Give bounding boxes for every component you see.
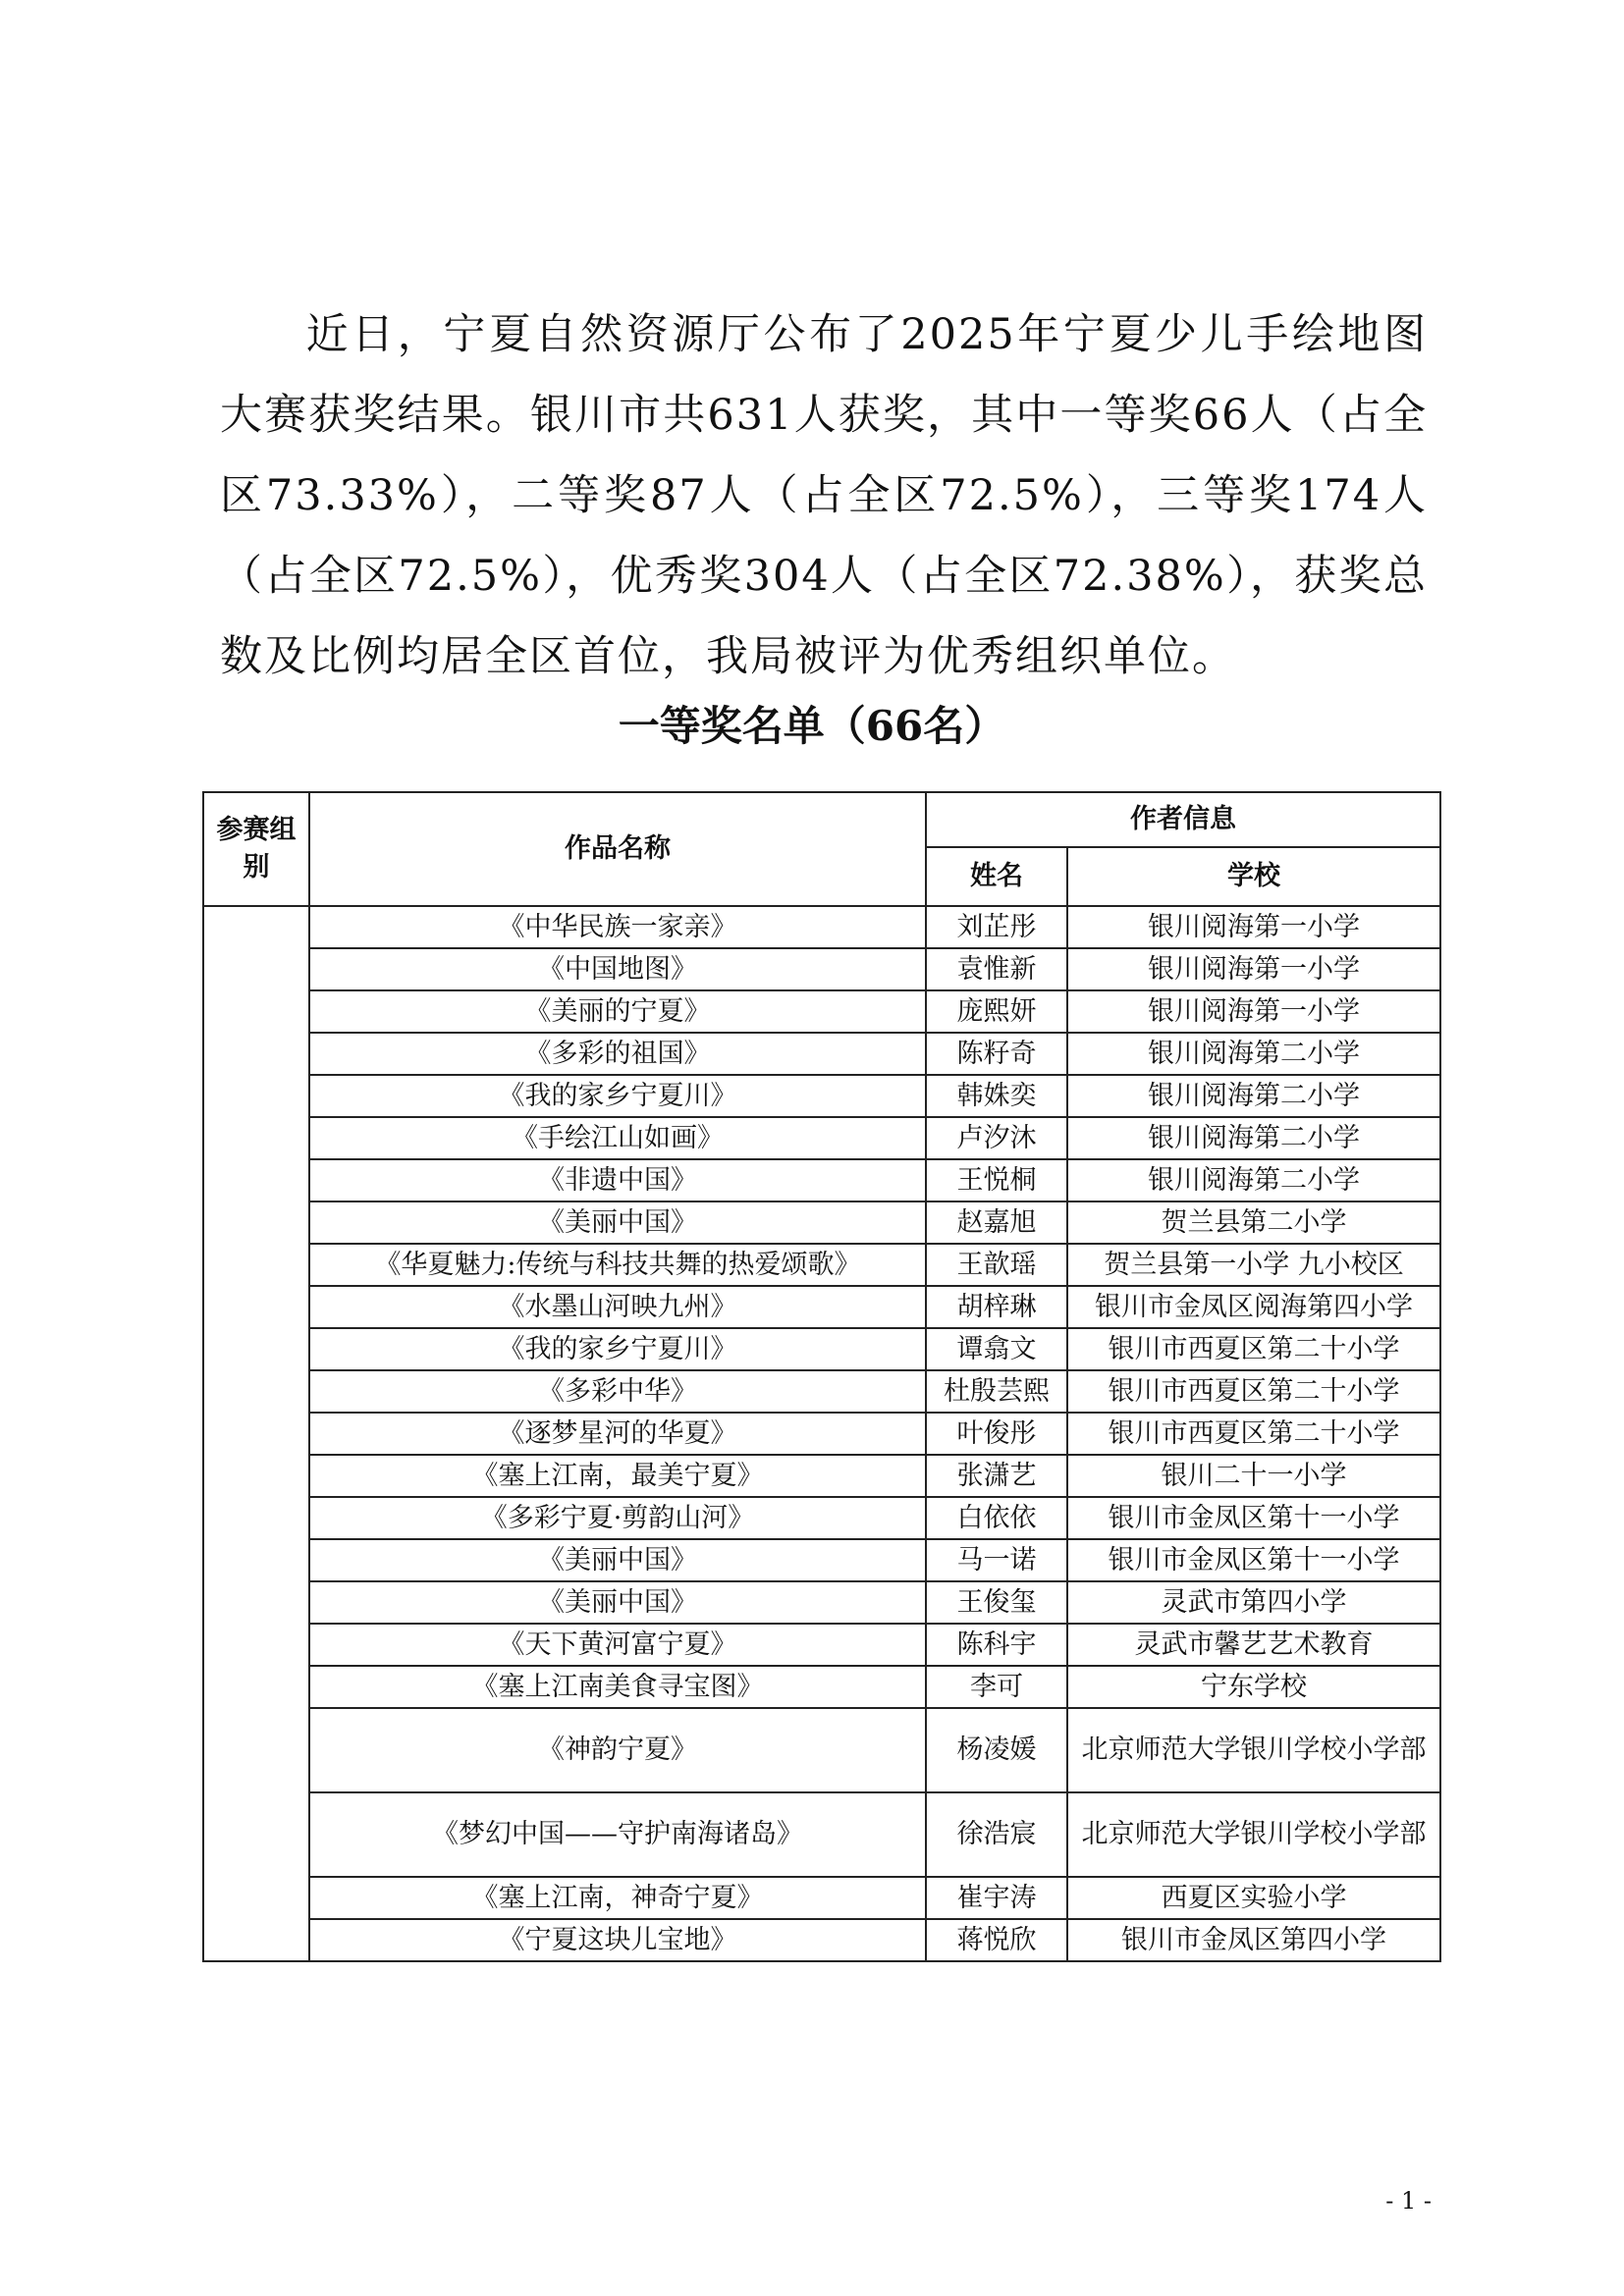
intro-text: 近日，宁夏自然资源厅公布了2025年宁夏少儿手绘地图大赛获奖结果。银川市共631人获奖，其中一等奖66人（占全区73.33%），二等奖87人（占全区72.5%），三等奖174人（占全区72.5%），优秀奖304人（占全区72.38%），获奖总数及比例均居全区首位，我局被评为优秀组织单位。 — [220, 310, 1428, 681]
school-cell: 银川阅海第二小学 — [1067, 1159, 1440, 1201]
name-cell: 王歆瑶 — [926, 1244, 1067, 1286]
work-cell: 《塞上江南美食寻宝图》 — [309, 1666, 926, 1708]
school-cell: 贺兰县第二小学 — [1067, 1201, 1440, 1244]
table-row — [203, 906, 1440, 948]
name-cell: 叶俊彤 — [926, 1413, 1067, 1455]
name-cell: 庞熙妍 — [926, 990, 1067, 1033]
table-row — [203, 1792, 1440, 1877]
school-cell: 银川阅海第二小学 — [1067, 1117, 1440, 1159]
work-cell: 《中国地图》 — [309, 948, 926, 990]
page-number: - 1 - — [1385, 2187, 1432, 2215]
work-cell: 《美丽中国》 — [309, 1201, 926, 1244]
table-row — [203, 1497, 1440, 1539]
school-cell: 银川市金凤区第十一小学 — [1067, 1539, 1440, 1581]
work-cell: 《华夏魅力:传统与科技共舞的热爱颂歌》 — [309, 1244, 926, 1286]
table-row — [203, 1328, 1440, 1370]
name-cell: 白依依 — [926, 1497, 1067, 1539]
name-cell: 杜殷芸熙 — [926, 1370, 1067, 1413]
work-cell: 《美丽中国》 — [309, 1539, 926, 1581]
header-school: 学校 — [1067, 847, 1440, 906]
header-author-info: 作者信息 — [926, 792, 1440, 847]
school-cell: 银川阅海第一小学 — [1067, 990, 1440, 1033]
work-cell: 《多彩宁夏·剪韵山河》 — [309, 1497, 926, 1539]
group-cell — [203, 906, 309, 1961]
school-cell: 银川市金凤区第四小学 — [1067, 1919, 1440, 1961]
school-cell: 灵武市馨艺艺术教育 — [1067, 1624, 1440, 1666]
school-cell: 银川市西夏区第二十小学 — [1067, 1328, 1440, 1370]
work-cell: 《天下黄河富宁夏》 — [309, 1624, 926, 1666]
header-work: 作品名称 — [309, 792, 926, 906]
work-cell: 《神韵宁夏》 — [309, 1708, 926, 1792]
school-cell: 灵武市第四小学 — [1067, 1581, 1440, 1624]
name-cell: 蒋悦欣 — [926, 1919, 1067, 1961]
table-row — [203, 1159, 1440, 1201]
name-cell: 王悦桐 — [926, 1159, 1067, 1201]
table-row — [203, 1244, 1440, 1286]
work-cell: 《美丽的宁夏》 — [309, 990, 926, 1033]
name-cell: 刘芷彤 — [926, 906, 1067, 948]
name-cell: 杨凌媛 — [926, 1708, 1067, 1792]
name-cell: 胡梓琳 — [926, 1286, 1067, 1328]
work-cell: 《中华民族一家亲》 — [309, 906, 926, 948]
table-title: 一等奖名单（66名） — [618, 702, 1006, 750]
school-cell: 银川阅海第二小学 — [1067, 1075, 1440, 1117]
table-row — [203, 1033, 1440, 1075]
work-cell: 《宁夏这块儿宝地》 — [309, 1919, 926, 1961]
work-cell: 《梦幻中国——守护南海诸岛》 — [309, 1792, 926, 1877]
school-cell: 银川市金凤区第十一小学 — [1067, 1497, 1440, 1539]
work-cell: 《多彩的祖国》 — [309, 1033, 926, 1075]
school-cell: 贺兰县第一小学 九小校区 — [1067, 1244, 1440, 1286]
school-cell: 银川市西夏区第二十小学 — [1067, 1370, 1440, 1413]
header-name: 姓名 — [926, 847, 1067, 906]
table-row — [203, 948, 1440, 990]
table-row — [203, 1708, 1440, 1792]
table-row — [203, 1539, 1440, 1581]
header-group: 参赛组别 — [203, 792, 309, 906]
name-cell: 王俊玺 — [926, 1581, 1067, 1624]
work-cell: 《水墨山河映九州》 — [309, 1286, 926, 1328]
work-cell: 《多彩中华》 — [309, 1370, 926, 1413]
table-row — [203, 1286, 1440, 1328]
school-cell: 银川市金凤区阅海第四小学 — [1067, 1286, 1440, 1328]
name-cell: 马一诺 — [926, 1539, 1067, 1581]
table-row — [203, 990, 1440, 1033]
award-table — [202, 791, 1441, 1962]
table-row — [203, 1201, 1440, 1244]
name-cell: 赵嘉旭 — [926, 1201, 1067, 1244]
school-cell: 银川阅海第一小学 — [1067, 906, 1440, 948]
table-row — [203, 1624, 1440, 1666]
school-cell: 西夏区实验小学 — [1067, 1877, 1440, 1919]
table-row — [203, 1075, 1440, 1117]
school-cell: 银川阅海第一小学 — [1067, 948, 1440, 990]
school-cell: 北京师范大学银川学校小学部 — [1067, 1708, 1440, 1792]
name-cell: 陈籽奇 — [926, 1033, 1067, 1075]
table-row — [203, 1117, 1440, 1159]
work-cell: 《手绘江山如画》 — [309, 1117, 926, 1159]
work-cell: 《非遗中国》 — [309, 1159, 926, 1201]
name-cell: 袁惟新 — [926, 948, 1067, 990]
work-cell: 《塞上江南，最美宁夏》 — [309, 1455, 926, 1497]
work-cell: 《逐梦星河的华夏》 — [309, 1413, 926, 1455]
school-cell: 北京师范大学银川学校小学部 — [1067, 1792, 1440, 1877]
school-cell: 银川市西夏区第二十小学 — [1067, 1413, 1440, 1455]
name-cell: 卢汐沐 — [926, 1117, 1067, 1159]
table-row — [203, 1919, 1440, 1961]
work-cell: 《美丽中国》 — [309, 1581, 926, 1624]
school-cell: 银川阅海第二小学 — [1067, 1033, 1440, 1075]
name-cell: 张潇艺 — [926, 1455, 1067, 1497]
table-row — [203, 1413, 1440, 1455]
work-cell: 《塞上江南，神奇宁夏》 — [309, 1877, 926, 1919]
work-cell: 《我的家乡宁夏川》 — [309, 1075, 926, 1117]
table-row — [203, 1370, 1440, 1413]
table-row — [203, 1877, 1440, 1919]
name-cell: 韩姝奕 — [926, 1075, 1067, 1117]
school-cell: 银川二十一小学 — [1067, 1455, 1440, 1497]
table-row — [203, 1581, 1440, 1624]
name-cell: 李可 — [926, 1666, 1067, 1708]
intro-paragraph — [220, 294, 1428, 697]
table-row — [203, 1455, 1440, 1497]
school-cell: 宁东学校 — [1067, 1666, 1440, 1708]
name-cell: 陈科宇 — [926, 1624, 1067, 1666]
table-row — [203, 1666, 1440, 1708]
work-cell: 《我的家乡宁夏川》 — [309, 1328, 926, 1370]
name-cell: 谭翕文 — [926, 1328, 1067, 1370]
name-cell: 徐浩宸 — [926, 1792, 1067, 1877]
name-cell: 崔宇涛 — [926, 1877, 1067, 1919]
